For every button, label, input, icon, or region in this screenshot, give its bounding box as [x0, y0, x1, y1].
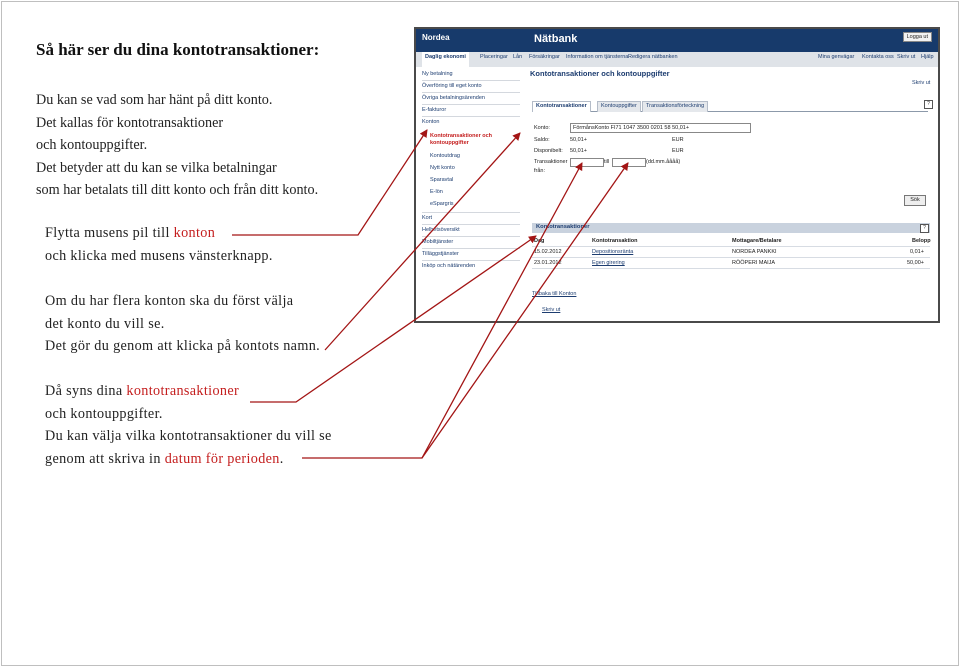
- sidebar-item-konton[interactable]: Konton: [422, 119, 440, 125]
- arrow-account-select: [325, 133, 520, 350]
- account-select[interactable]: FörmånsKonto FI71 1047 3500 0201 58 50,01+: [570, 123, 751, 133]
- main-title: Kontotransaktioner och kontouppgifter: [530, 69, 670, 78]
- row1-transaction[interactable]: Depositionsränta: [592, 249, 634, 255]
- sidebar-item-inkop[interactable]: Inköp och nätärenden: [422, 263, 476, 269]
- step2-line: Det gör du genom att klicka på kontots namn.: [45, 338, 321, 354]
- link-mina-genvagar[interactable]: Mina genvägar: [818, 54, 855, 60]
- kontotransaktioner-highlight: kontotransaktioner: [126, 383, 240, 399]
- date-format-hint: (dd.mm.åååå): [646, 159, 681, 165]
- arrow-konton: [232, 130, 427, 235]
- app-title: Nätbank: [534, 33, 578, 45]
- document-title: Så här ser du dina kontotransaktioner:: [36, 40, 320, 59]
- saldo-currency: EUR: [672, 137, 684, 143]
- sidebar-item-kort[interactable]: Kort: [422, 215, 433, 221]
- back-to-konton-link[interactable]: Tillbaka till Konton: [532, 291, 577, 297]
- tab-forsakringar[interactable]: Försäkringar: [529, 54, 560, 60]
- tab-redigera[interactable]: Redigera nätbanken: [628, 54, 678, 60]
- row2-amount: 50,00+: [907, 260, 924, 266]
- disponibelt-currency: EUR: [672, 148, 684, 154]
- konton-highlight: konton: [173, 225, 216, 241]
- transaktioner-label: Transaktioner: [534, 159, 568, 165]
- print-link-top[interactable]: Skriv ut: [912, 80, 931, 86]
- sidebar-item-efakturor[interactable]: E-fakturor: [422, 107, 447, 113]
- table-help-icon[interactable]: ?: [920, 224, 929, 233]
- datum-highlight: datum för perioden: [164, 450, 280, 467]
- step3-line: genom att skriva in datum för perioden.: [45, 450, 284, 467]
- intro-line: som har betalats till ditt konto och från ditt konto.: [36, 182, 319, 198]
- step1-line: Flytta musens pil till konton: [45, 225, 216, 241]
- row1-amount: 0,01+: [910, 249, 924, 255]
- tab-lan[interactable]: Lån: [513, 54, 523, 60]
- col-header-dag: Dag: [534, 238, 545, 244]
- sidebar-item-kontotransaktioner[interactable]: Kontotransaktioner och kontouppgifter: [430, 133, 493, 146]
- search-button[interactable]: Sök: [904, 195, 926, 206]
- col-header-mottagare: Mottagare/Betalare: [732, 238, 782, 244]
- sidebar-item-esparpris[interactable]: eSpargris: [430, 201, 454, 207]
- step3-line: och kontouppgifter.: [45, 405, 163, 422]
- transactions-title: Kontotransaktioner: [536, 224, 590, 230]
- sidebar-item-overforing[interactable]: Överföring till eget konto: [422, 83, 482, 89]
- till-label: till: [604, 159, 610, 165]
- row2-party: RÖÖPERI MAIJA: [732, 260, 776, 266]
- col-header-belopp: Belopp: [912, 238, 931, 244]
- tab-kontouppgifter[interactable]: Kontouppgifter: [597, 101, 641, 112]
- help-icon[interactable]: ?: [924, 100, 933, 109]
- sidebar-item-mobiltjanster[interactable]: Mobiltjänster: [422, 239, 454, 245]
- disponibelt-value: 50,01+: [570, 148, 587, 154]
- sidebar-item-helhetsoversikt[interactable]: Helhetsöversikt: [422, 227, 460, 233]
- sidebar-item-kontoutdrag[interactable]: Kontoutdrag: [430, 153, 460, 159]
- sidebar-item-sparavtal[interactable]: Sparavtal: [430, 177, 454, 183]
- tab-information[interactable]: Information om tjänsterna: [566, 54, 629, 60]
- row1-day: 15.02.2012: [534, 249, 562, 255]
- disponibelt-label: Disponibelt:: [534, 148, 563, 154]
- sidebar-item-elon[interactable]: E-lön: [430, 189, 443, 195]
- print-link-bottom[interactable]: Skriv ut: [542, 307, 561, 313]
- saldo-value: 50,01+: [570, 137, 587, 143]
- step3-line: Du kan välja vilka kontotransaktioner du vill se: [45, 428, 332, 444]
- intro-line: Du kan se vad som har hänt på ditt konto.: [36, 92, 273, 108]
- arrow-date-from: [302, 163, 582, 458]
- konto-label: Konto:: [534, 125, 550, 131]
- tab-transaktionsforteckning[interactable]: Transaktionsförteckning: [642, 101, 708, 112]
- sidebar-item-nytt-konto[interactable]: Nytt konto: [430, 165, 455, 171]
- step2-line: Om du har flera konton ska du först välja: [45, 293, 294, 309]
- intro-line: och kontouppgifter.: [36, 137, 148, 153]
- nordea-logo: Nordea: [422, 33, 450, 42]
- logout-button[interactable]: Logga ut: [903, 32, 932, 42]
- sidebar-item-tillaggstjanster[interactable]: Tilläggstjänster: [422, 251, 459, 257]
- link-skriv-ut[interactable]: Skriv ut: [897, 54, 916, 60]
- row1-party: NORDEA PANKKI: [732, 249, 777, 255]
- link-hjalp[interactable]: Hjälp: [921, 54, 934, 60]
- arrow-kontotransaktioner: [250, 236, 536, 402]
- tab-placeringar[interactable]: Placeringar: [480, 54, 508, 60]
- intro-line: Det kallas för kontotransaktioner: [36, 114, 224, 131]
- tab-kontotransaktioner[interactable]: Kontotransaktioner: [532, 101, 591, 112]
- sidebar-item-ny-betalning[interactable]: Ny betalning: [422, 71, 453, 77]
- step3-line: Då syns dina kontotransaktioner: [45, 383, 240, 399]
- sidebar-item-ovriga[interactable]: Övriga betalningsärenden: [422, 95, 485, 101]
- row2-transaction[interactable]: Egen girering: [592, 260, 625, 266]
- step2-line: det konto du vill se.: [45, 315, 165, 332]
- tab-daglig-ekonomi[interactable]: Daglig ekonomi: [422, 52, 469, 67]
- intro-line: Det betyder att du kan se vilka betalningar: [36, 159, 277, 176]
- col-header-kontotransaktion: Kontotransaktion: [592, 238, 638, 244]
- step1-line: och klicka med musens vänsterknapp.: [45, 247, 273, 264]
- saldo-label: Saldo:: [534, 137, 550, 143]
- link-kontakta-oss[interactable]: Kontakta oss: [862, 54, 894, 60]
- fran-label: från:: [534, 168, 546, 174]
- row2-day: 23.01.2012: [534, 260, 562, 266]
